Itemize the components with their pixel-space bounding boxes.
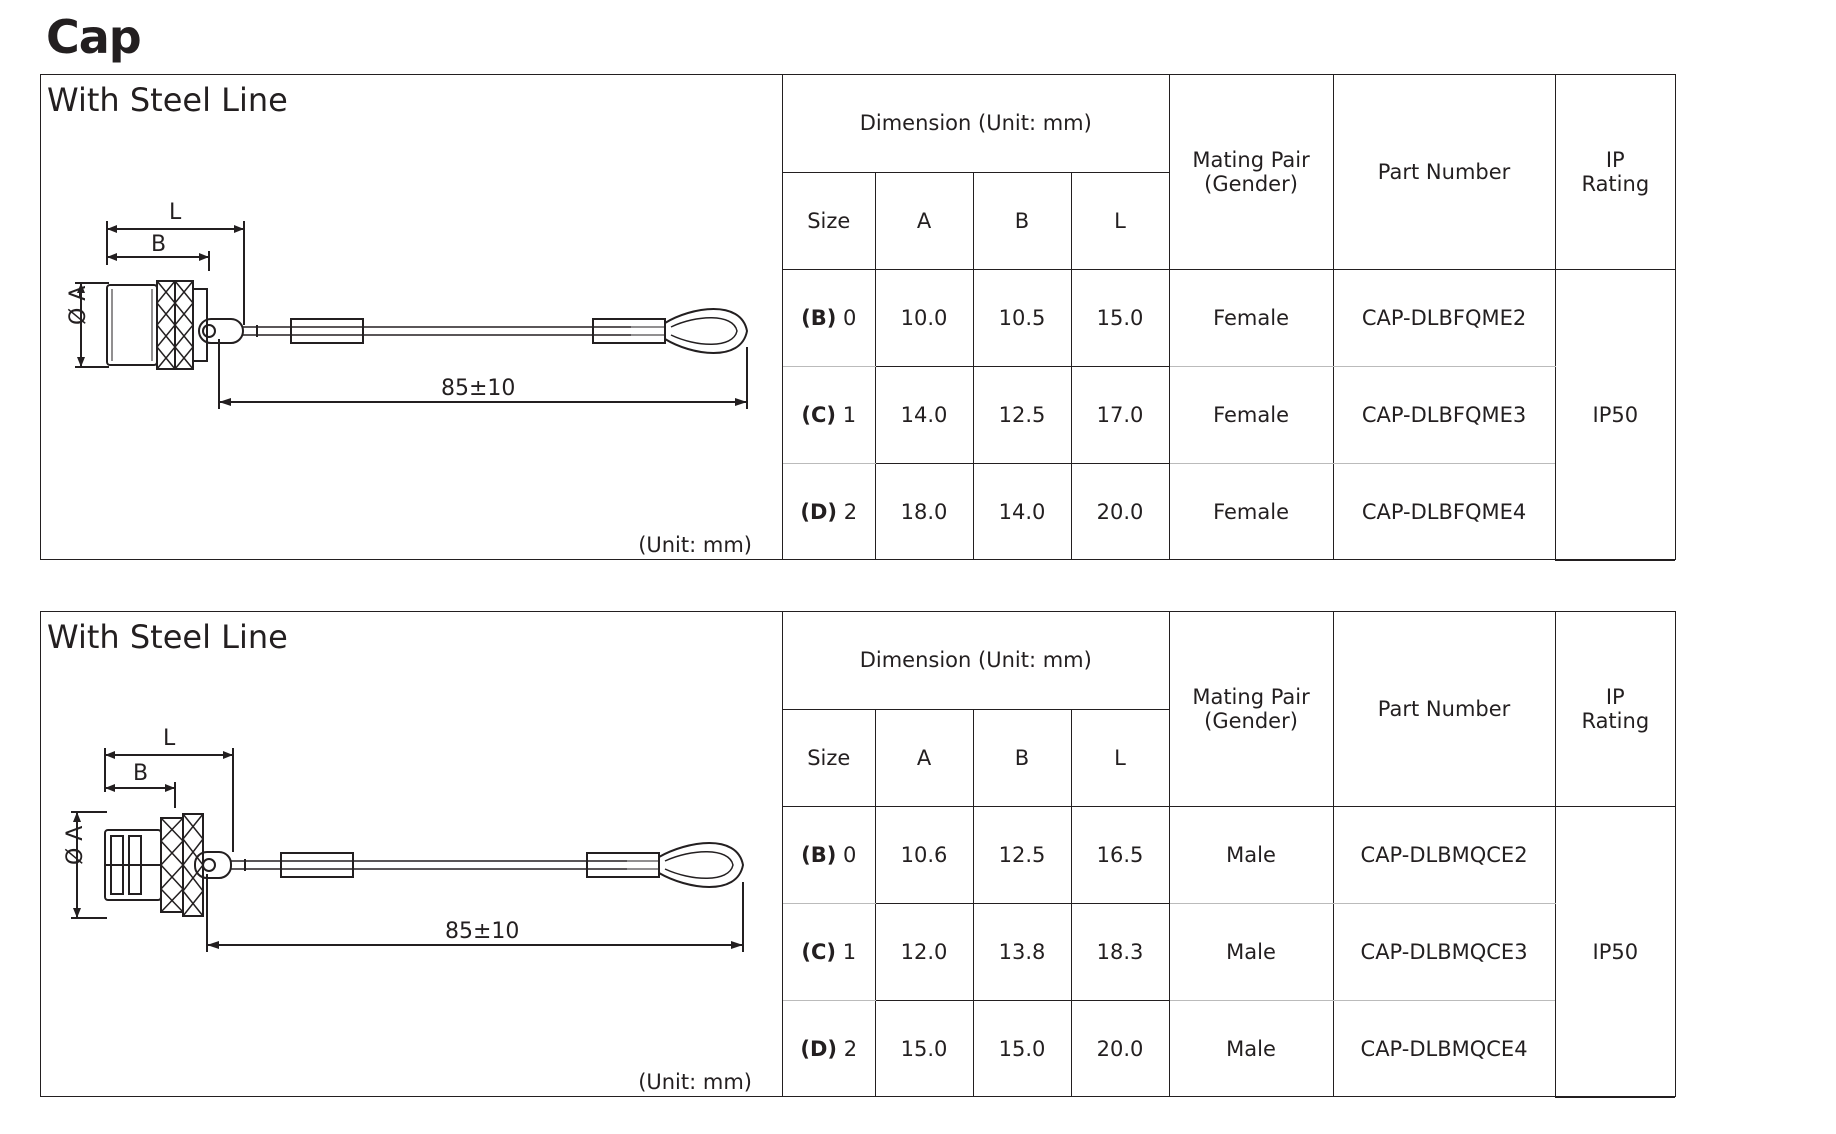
cell-part-number: CAP-DLBFQME2 bbox=[1333, 269, 1555, 366]
cell-part-number: CAP-DLBMQCE3 bbox=[1333, 903, 1555, 1000]
dim-label-l: L bbox=[169, 200, 182, 225]
female-cap-diagram bbox=[41, 75, 783, 561]
table-row bbox=[783, 463, 1675, 560]
header-b: B bbox=[973, 172, 1071, 269]
header-dimension: Dimension (Unit: mm) bbox=[783, 612, 1169, 709]
cell-b: 13.8 bbox=[973, 903, 1071, 1000]
header-part-number: Part Number bbox=[1333, 612, 1555, 806]
cell-ip-rating: IP50 bbox=[1555, 806, 1675, 1097]
cell-part-number: CAP-DLBMQCE2 bbox=[1333, 806, 1555, 903]
cell-ip-rating: IP50 bbox=[1555, 269, 1675, 560]
header-ip-line1: IP bbox=[1605, 147, 1625, 172]
header-l: L bbox=[1071, 172, 1169, 269]
dim-label-a: Ø A bbox=[63, 825, 88, 865]
cell-gender: Male bbox=[1169, 806, 1333, 903]
drawing-title: With Steel Line bbox=[47, 618, 288, 656]
table-row bbox=[783, 903, 1675, 1000]
header-mating-pair bbox=[1169, 75, 1333, 269]
cell-a: 18.0 bbox=[875, 463, 973, 560]
cell-gender: Female bbox=[1169, 366, 1333, 463]
cell-gender: Female bbox=[1169, 463, 1333, 560]
header-mating-line1: Mating Pair bbox=[1192, 684, 1310, 709]
size-number: 1 bbox=[842, 939, 857, 964]
header-a: A bbox=[875, 709, 973, 806]
header-part-number: Part Number bbox=[1333, 75, 1555, 269]
header-size: Size bbox=[783, 709, 875, 806]
cell-b: 12.5 bbox=[973, 366, 1071, 463]
header-ip-line2: Rating bbox=[1581, 171, 1650, 196]
cell-gender: Female bbox=[1169, 269, 1333, 366]
cell-l: 20.0 bbox=[1071, 1000, 1169, 1097]
table-row bbox=[783, 366, 1675, 463]
table-row bbox=[783, 1000, 1675, 1097]
size-letter: (D) bbox=[800, 1036, 838, 1061]
header-ip-rating bbox=[1555, 75, 1675, 269]
size-number: 1 bbox=[842, 402, 857, 427]
male-cap-spec-table bbox=[783, 612, 1675, 1098]
header-mating-line2: (Gender) bbox=[1204, 171, 1298, 196]
cell-size bbox=[783, 366, 875, 463]
cell-b: 14.0 bbox=[973, 463, 1071, 560]
page-title: Cap bbox=[46, 10, 141, 64]
table-row bbox=[783, 806, 1675, 903]
female-cap-drawing bbox=[41, 75, 783, 559]
cell-a: 15.0 bbox=[875, 1000, 973, 1097]
cell-a: 10.0 bbox=[875, 269, 973, 366]
header-ip-rating bbox=[1555, 612, 1675, 806]
cell-l: 15.0 bbox=[1071, 269, 1169, 366]
size-number: 2 bbox=[843, 1036, 858, 1061]
drawing-title: With Steel Line bbox=[47, 81, 288, 119]
dim-label-a: Ø A bbox=[66, 285, 91, 325]
cell-a: 14.0 bbox=[875, 366, 973, 463]
unit-note: (Unit: mm) bbox=[638, 533, 752, 557]
header-mating-pair bbox=[1169, 612, 1333, 806]
dim-label-l: L bbox=[163, 726, 176, 751]
dim-label-length: 85±10 bbox=[441, 376, 516, 401]
size-letter: (B) bbox=[801, 842, 837, 867]
dim-label-length: 85±10 bbox=[445, 919, 520, 944]
header-b: B bbox=[973, 709, 1071, 806]
size-letter: (D) bbox=[800, 499, 838, 524]
cell-part-number: CAP-DLBFQME4 bbox=[1333, 463, 1555, 560]
cell-l: 16.5 bbox=[1071, 806, 1169, 903]
cell-a: 12.0 bbox=[875, 903, 973, 1000]
cell-b: 15.0 bbox=[973, 1000, 1071, 1097]
male-cap-spec-block bbox=[40, 611, 1676, 1097]
cell-size bbox=[783, 463, 875, 560]
cell-size bbox=[783, 269, 875, 366]
cell-l: 18.3 bbox=[1071, 903, 1169, 1000]
header-mating-line1: Mating Pair bbox=[1192, 147, 1310, 172]
cell-part-number: CAP-DLBFQME3 bbox=[1333, 366, 1555, 463]
cell-a: 10.6 bbox=[875, 806, 973, 903]
cell-gender: Male bbox=[1169, 903, 1333, 1000]
cell-l: 20.0 bbox=[1071, 463, 1169, 560]
cell-b: 10.5 bbox=[973, 269, 1071, 366]
male-cap-diagram bbox=[41, 612, 783, 1098]
size-letter: (B) bbox=[801, 305, 837, 330]
dim-label-b: B bbox=[151, 232, 167, 257]
header-size: Size bbox=[783, 172, 875, 269]
cell-part-number: CAP-DLBMQCE4 bbox=[1333, 1000, 1555, 1097]
header-a: A bbox=[875, 172, 973, 269]
table-row bbox=[783, 269, 1675, 366]
cell-size bbox=[783, 806, 875, 903]
cell-l: 17.0 bbox=[1071, 366, 1169, 463]
header-mating-line2: (Gender) bbox=[1204, 708, 1298, 733]
size-letter: (C) bbox=[801, 402, 837, 427]
cell-size bbox=[783, 903, 875, 1000]
male-cap-drawing bbox=[41, 612, 783, 1096]
size-letter: (C) bbox=[801, 939, 837, 964]
header-dimension: Dimension (Unit: mm) bbox=[783, 75, 1169, 172]
cell-size bbox=[783, 1000, 875, 1097]
header-l: L bbox=[1071, 709, 1169, 806]
cell-b: 12.5 bbox=[973, 806, 1071, 903]
female-cap-spec-block bbox=[40, 74, 1676, 560]
size-number: 0 bbox=[843, 305, 857, 330]
size-number: 0 bbox=[843, 842, 857, 867]
unit-note: (Unit: mm) bbox=[638, 1070, 752, 1094]
header-ip-line2: Rating bbox=[1581, 708, 1650, 733]
female-cap-spec-table bbox=[783, 75, 1675, 561]
size-number: 2 bbox=[843, 499, 858, 524]
cell-gender: Male bbox=[1169, 1000, 1333, 1097]
dim-label-b: B bbox=[133, 761, 149, 786]
header-ip-line1: IP bbox=[1605, 684, 1625, 709]
